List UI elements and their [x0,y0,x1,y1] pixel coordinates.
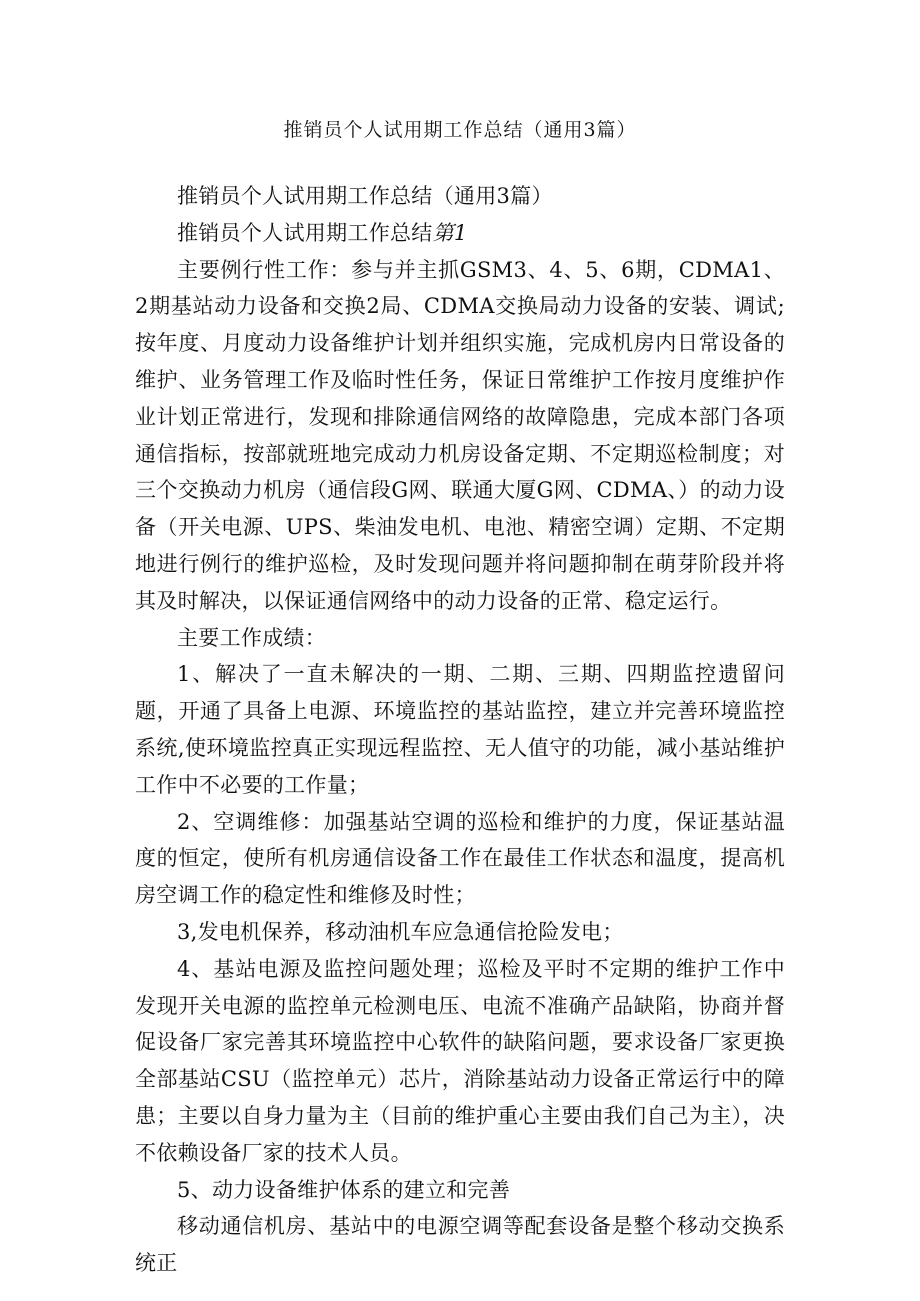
routine-work-paragraph: 主要例行性工作：参与并主抓GSM3、4、5、6期，CDMA1、2期基站动力设备和交换2局、CDMA交换局动力设备的安装、调试;按年度、月度动力设备维护计划并组织实施，完成机房内日常设备的维护、业务管理工作及临时性任务，保证日常维护工作按月度维护作业计划正常进行，发现和排除通信网络的故障隐患，完成本部门各项通信指标，按部就班地完成动力机房设备定期、不定期巡检制度；对三个交换动力机房（通信段G网、联通大厦G网、CDMA、）的动力设备（开关电源、UPS、柴油发电机、电池、精密空调）定期、不定期地进行例行的维护巡检，及时发现问题并将问题抑制在萌芽阶段并将其及时解决，以保证通信网络中的动力设备的正常、稳定运行。 [135,257,785,613]
achievement-item-5: 5、动力设备维护体系的建立和完善 [177,1177,511,1202]
section-heading [135,215,785,252]
achievement-item-1: 1、解决了一直未解决的一期、二期、三期、四期监控遗留问题，开通了具备上电源、环境监控的基站监控，建立并完善环境监控系统,使环境监控真正实现远程监控、无人值守的功能，减小基站维护工作中不必要的工作量； [135,662,785,797]
achievement-item-3: 3,发电机保养，移动油机车应急通信抢险发电； [177,919,624,944]
document-title: 推销员个人试用期工作总结（通用3篇） [283,119,637,141]
achievement-item-2: 2、空调维修：加强基站空调的巡检和维护的力度，保证基站温度的恒定，使所有机房通信设备工作在最佳工作状态和温度，提高机房空调工作的稳定性和维修及时性； [135,809,785,908]
closing-paragraph: 移动通信机房、基站中的电源空调等配套设备是整个移动交换系统正 [135,1214,785,1276]
subtitle-paragraph: 推销员个人试用期工作总结（通用3篇） [177,184,553,208]
achievement-item-4: 4、基站电源及监控问题处理；巡检及平时不定期的维护工作中发现开关电源的监控单元检测电压、电流不准确产品缺陷，协商并督促设备厂家完善其环境监控中心软件的缺陷问题，要求设备厂家更换全部基站CSU（监控单元）芯片，消除基站动力设备正常运行中的障患；主要以自身力量为主（目前的维护重心主要由我们自己为主），决不依赖设备厂家的技术人员。 [135,956,785,1165]
section-heading-text: 推销员个人试用期工作总结 [177,220,433,245]
section-heading-number: 第1 [432,220,468,245]
document-body [135,178,785,1282]
achievements-heading: 主要工作成绩： [177,625,327,650]
